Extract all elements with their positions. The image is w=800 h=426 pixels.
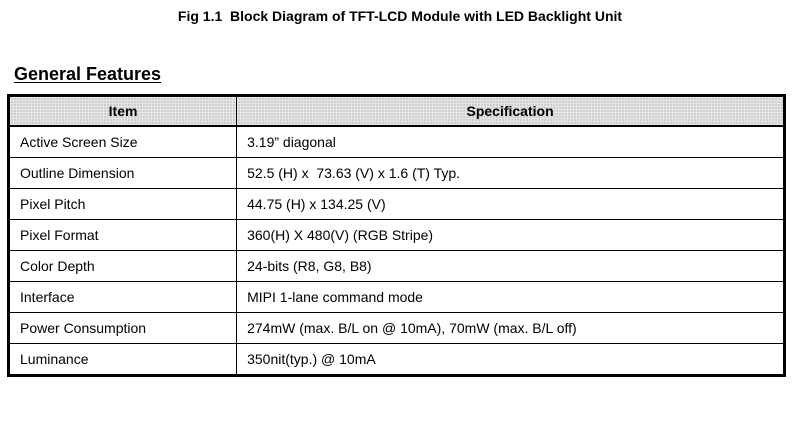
item-cell: Active Screen Size [9,126,237,158]
table-row [9,344,785,376]
specification-cell: 360(H) X 480(V) (RGB Stripe) [237,220,785,251]
item-cell: Outline Dimension [9,158,237,189]
table-row [9,282,785,313]
specification-cell: 52.5 (H) x 73.63 (V) x 1.6 (T) Typ. [237,158,785,189]
table-row [9,158,785,189]
specification-cell: 24-bits (R8, G8, B8) [237,251,785,282]
specification-cell: 350nit(typ.) @ 10mA [237,344,785,376]
table-row [9,189,785,220]
item-cell: Pixel Pitch [9,189,237,220]
specification-cell: 44.75 (H) x 134.25 (V) [237,189,785,220]
table-row [9,313,785,344]
figure-caption: Fig 1.1 Block Diagram of TFT-LCD Module with LED Backlight Unit [177,8,623,24]
item-cell: Color Depth [9,251,237,282]
item-cell: Pixel Format [9,220,237,251]
item-cell: Interface [9,282,237,313]
item-cell: Power Consumption [9,313,237,344]
column-header-item: Item [9,96,237,127]
table-row [9,126,785,158]
column-header-specification: Specification [237,96,785,127]
section-heading: General Features [14,64,162,84]
specification-cell: 3.19” diagonal [237,126,785,158]
item-cell: Luminance [9,344,237,376]
table-row [9,251,785,282]
table-header-row [9,96,785,127]
features-table [7,94,786,377]
table-row [9,220,785,251]
specification-cell: 274mW (max. B/L on @ 10mA), 70mW (max. B/L off) [237,313,785,344]
specification-cell: MIPI 1-lane command mode [237,282,785,313]
